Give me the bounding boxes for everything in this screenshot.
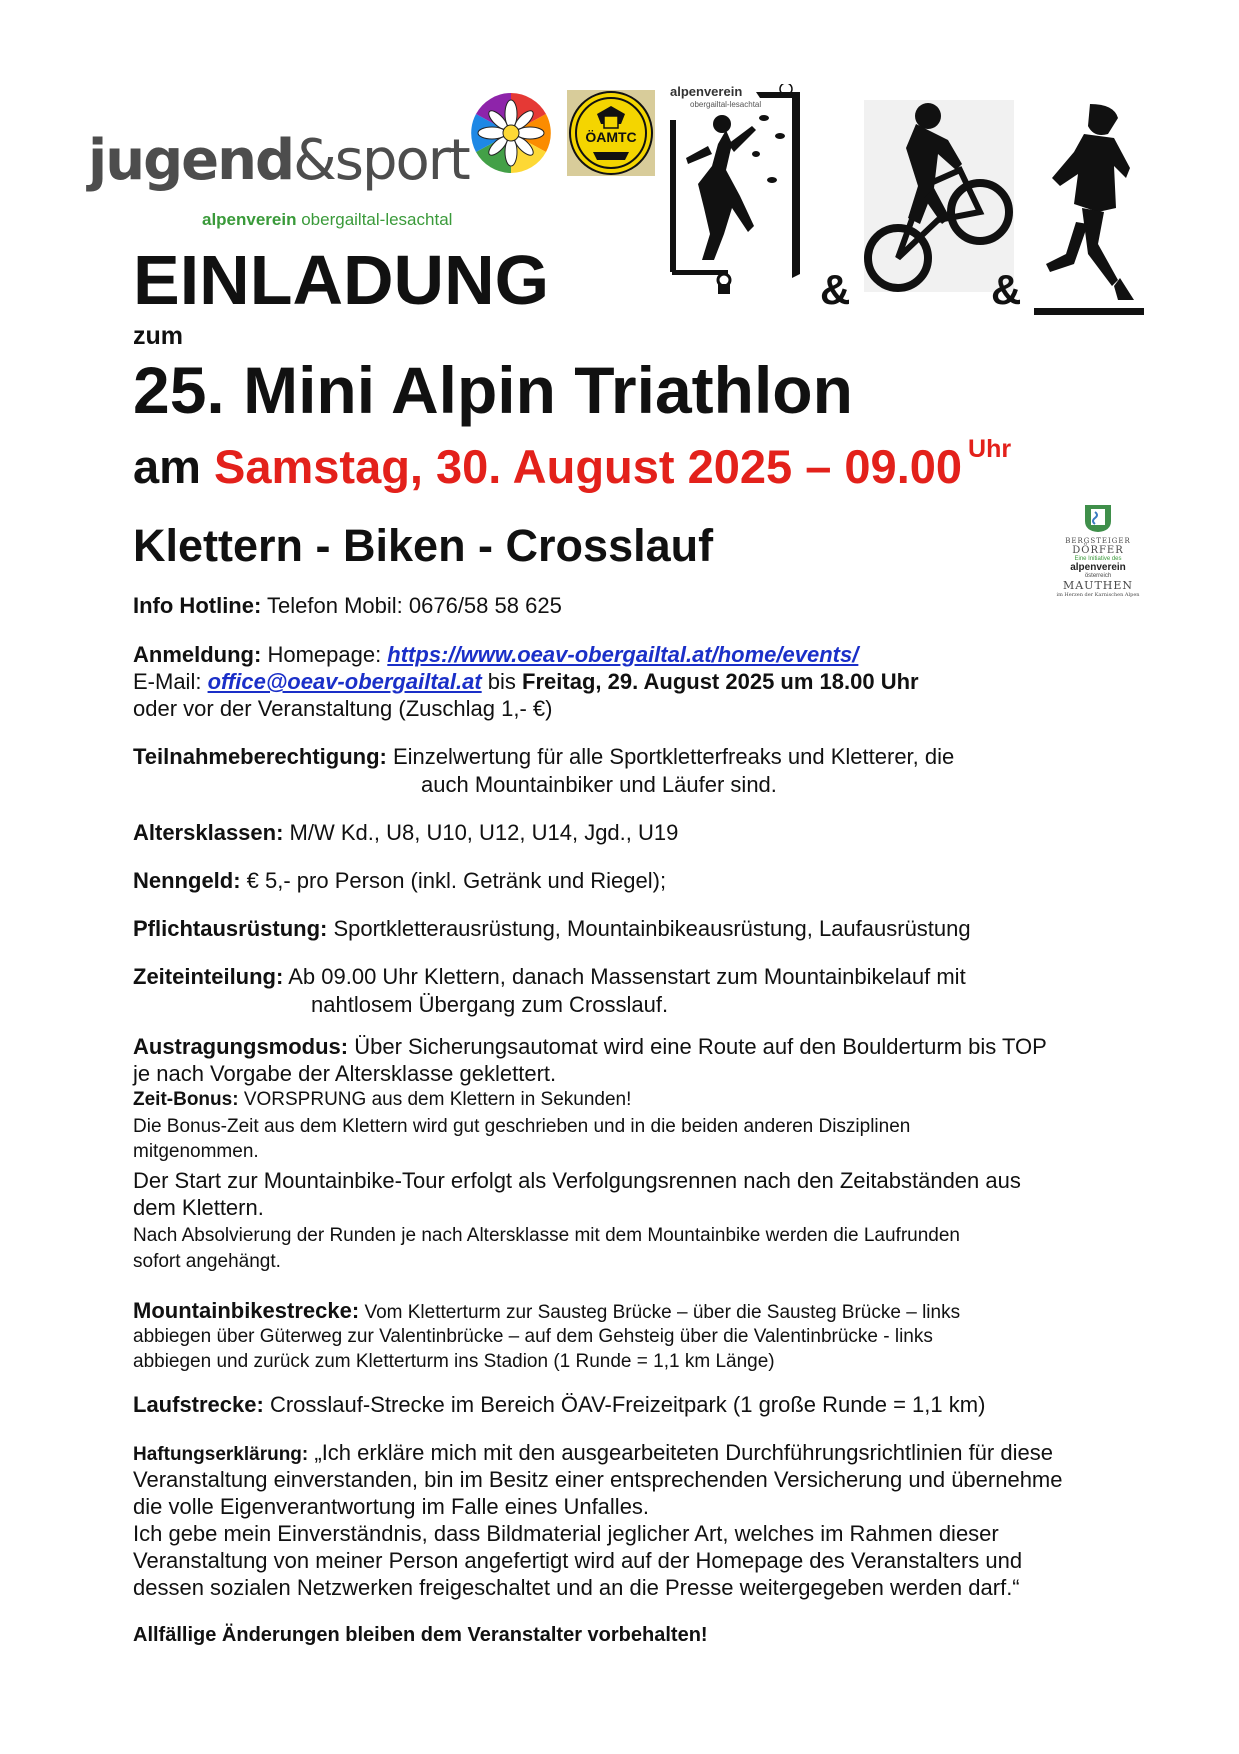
cyclist-icon: [864, 100, 1014, 292]
email-link[interactable]: office@oeav-obergailtal.at: [207, 669, 482, 694]
runden-line-2: sofort angehängt.: [133, 1251, 281, 1272]
zeiteinteilung-line-2: nahtlosem Übergang zum Crosslauf.: [311, 992, 669, 1017]
altersklassen-label: Altersklassen:: [133, 820, 284, 845]
zeit-bonus-label: Zeit-Bonus:: [133, 1089, 239, 1110]
mtb-line-1: [133, 1297, 960, 1324]
climber-figure: [668, 84, 804, 299]
laufstrecke-value: Crosslauf-Strecke im Bereich ÖAV-Freizeitpark (1 große Runde = 1,1 km): [263, 1392, 986, 1417]
event-time-unit: Uhr: [968, 435, 1012, 463]
austragung-line-1: [133, 1033, 1047, 1060]
anmeldung-line-3: oder vor der Veranstaltung (Zuschlag 1,- €): [133, 696, 553, 721]
oeamtc-logo-text: ÖAMTC: [585, 129, 637, 145]
disciplines-heading: Klettern - Biken - Crosslauf: [133, 520, 714, 571]
bsd-line-1: BERGSTEIGER: [1065, 537, 1131, 545]
nenngeld: [133, 867, 666, 894]
runner-icon: [1034, 104, 1144, 318]
ampersand-2: &: [991, 266, 1022, 313]
runden-line-1: Nach Absolvierung der Runden je nach Altersklasse mit dem Mountainbike werden die Laufrunden: [133, 1225, 960, 1246]
start-line-2: dem Klettern.: [133, 1195, 264, 1220]
ampersand-1: &: [820, 266, 851, 313]
registration-deadline: Freitag, 29. August 2025 um 18.00 Uhr: [522, 669, 919, 694]
bsd-line-3: Eine Initiative des: [1074, 556, 1122, 562]
mtb-label: Mountainbikestrecke:: [133, 1298, 360, 1323]
altersklassen-value: M/W Kd., U8, U10, U12, U14, Jgd., U19: [283, 820, 679, 845]
bonus-line-2: Die Bonus-Zeit aus dem Klettern wird gut geschrieben und in die beiden anderen Disziplinen: [133, 1116, 911, 1137]
climber-sub-text: obergailtal-lesachtal: [690, 100, 762, 109]
haftung-line-6: dessen sozialen Netzwerken freigeschaltet und an die Presse weitergegeben werden darf.“: [133, 1575, 1020, 1600]
teilnahme-line-1: [133, 743, 954, 770]
climber-icon: [668, 84, 804, 299]
haftung-label: Haftungserklärung:: [133, 1444, 309, 1465]
haftung-line-5: Veranstaltung von meiner Person angefertigt wird auf der Homepage des Veranstalters und: [133, 1548, 1023, 1573]
austragung-label: Austragungsmodus:: [133, 1034, 349, 1059]
event-title: 25. Mini Alpin Triathlon: [133, 353, 853, 427]
bsd-line-6: MAUTHEN: [1062, 579, 1134, 592]
bis-text: bis: [481, 669, 523, 694]
austragung-line-2: je nach Vorgabe der Altersklasse geklettert.: [133, 1061, 557, 1086]
zeiteinteilung-value-1: Ab 09.00 Uhr Klettern, danach Massenstart zum Mountainbikelauf mit: [283, 964, 966, 989]
haftung-line-2: Veranstaltung einverstanden, bin im Besitz einer entsprechenden Versicherung und übernehme: [133, 1467, 1063, 1492]
pflichtausruestung-value: Sportkletterausrüstung, Mountainbikeausrüstung, Laufausrüstung: [327, 916, 971, 941]
teilnahme-label: Teilnahmeberechtigung:: [133, 744, 387, 769]
anmeldung-line-1: [133, 641, 858, 668]
event-date-line: [133, 435, 1012, 493]
footer-note: [133, 1622, 708, 1649]
zeit-bonus: [133, 1088, 631, 1111]
mtb-value-1: Vom Kletterturm zur Sausteg Brücke – über die Sausteg Brücke – links: [359, 1302, 961, 1323]
austragung-value-1: Über Sicherungsautomat wird eine Route auf den Boulderturm bis TOP: [348, 1034, 1047, 1059]
zum-text: zum: [133, 322, 183, 350]
homepage-prefix: Homepage:: [261, 642, 388, 667]
nenngeld-value: € 5,- pro Person (inkl. Getränk und Riegel);: [240, 868, 667, 893]
zeiteinteilung-line-1: [133, 963, 966, 990]
logo-subtitle: [202, 210, 452, 230]
zeit-bonus-value: VORSPRUNG aus dem Klettern in Sekunden!: [238, 1089, 632, 1110]
homepage-link[interactable]: https://www.oeav-obergailtal.at/home/events/: [387, 642, 859, 667]
anmeldung-label: Anmeldung:: [133, 642, 262, 667]
teilnahme-line-2: auch Mountainbiker und Läufer sind.: [421, 772, 777, 797]
start-line-1: Der Start zur Mountainbike-Tour erfolgt als Verfolgungsrennen nach den Zeitabständen aus: [133, 1168, 1021, 1193]
bsd-line-5: österreich: [1084, 573, 1112, 579]
mtb-line-3: abbiegen und zurück zum Kletterturm ins Stadion (1 Runde = 1,1 km Länge): [133, 1351, 775, 1372]
logo-subtitle-rest: obergailtal-lesachtal: [296, 210, 453, 229]
date-prefix: am: [133, 440, 214, 493]
bsd-line-7: im Herzen der Karnischen Alpen: [1056, 592, 1140, 598]
pflichtausruestung-label: Pflichtausrüstung:: [133, 916, 328, 941]
teilnahme-value-1: Einzelwertung für alle Sportkletterfreaks und Kletterer, die: [386, 744, 955, 769]
bonus-line-3: mitgenommen.: [133, 1141, 259, 1162]
haftung-value-1: „Ich erkläre mich mit den ausgearbeiteten Durchführungsrichtlinien für diese: [308, 1440, 1053, 1465]
mtb-line-2: abbiegen über Güterweg zur Valentinbrücke – auf dem Gehsteig über die Valentinbrücke - links: [133, 1326, 933, 1347]
pflichtausruestung: [133, 915, 971, 942]
haftung-line-1: [133, 1439, 1053, 1466]
bsd-line-2: DÖRFER: [1072, 545, 1124, 556]
bergsteigerdoerfer-logo: [1052, 503, 1144, 617]
einladung-heading: EINLADUNG: [133, 241, 550, 319]
footer-text: Allfällige Änderungen bleiben dem Veranstalter vorbehalten!: [133, 1624, 708, 1646]
altersklassen: [133, 819, 678, 846]
event-date: Samstag, 30. August 2025 – 09.00: [214, 440, 963, 493]
anmeldung-line-2: [133, 668, 919, 695]
logo-subtitle-bold: alpenverein: [202, 210, 297, 229]
info-hotline-value: Telefon Mobil: 0676/58 58 625: [261, 593, 562, 618]
oeamtc-logo-icon: [567, 90, 655, 176]
mauthen-crest-icon: [1083, 503, 1113, 533]
haftung-line-3: die volle Eigenverantwortung im Falle eines Unfalles.: [133, 1494, 650, 1519]
laufstrecke-label: Laufstrecke:: [133, 1392, 264, 1417]
edelweiss-logo-icon: [470, 92, 552, 174]
zeiteinteilung-label: Zeiteinteilung:: [133, 964, 284, 989]
logo-text-jugend: jugend: [88, 128, 294, 193]
info-hotline: [133, 592, 562, 619]
bsd-line-4: alpenverein: [1070, 562, 1126, 573]
haftung-line-4: Ich gebe mein Einverständnis, dass Bildmaterial jeglicher Art, welches im Rahmen dieser: [133, 1521, 999, 1546]
laufstrecke: [133, 1391, 985, 1418]
logo-text-sport: &sport: [293, 128, 469, 193]
info-hotline-label: Info Hotline:: [133, 593, 262, 618]
climber-brand-text: alpenverein: [670, 84, 743, 99]
jugend-sport-logo: [88, 128, 469, 193]
email-prefix: E-Mail:: [133, 669, 208, 694]
nenngeld-label: Nenngeld:: [133, 868, 241, 893]
